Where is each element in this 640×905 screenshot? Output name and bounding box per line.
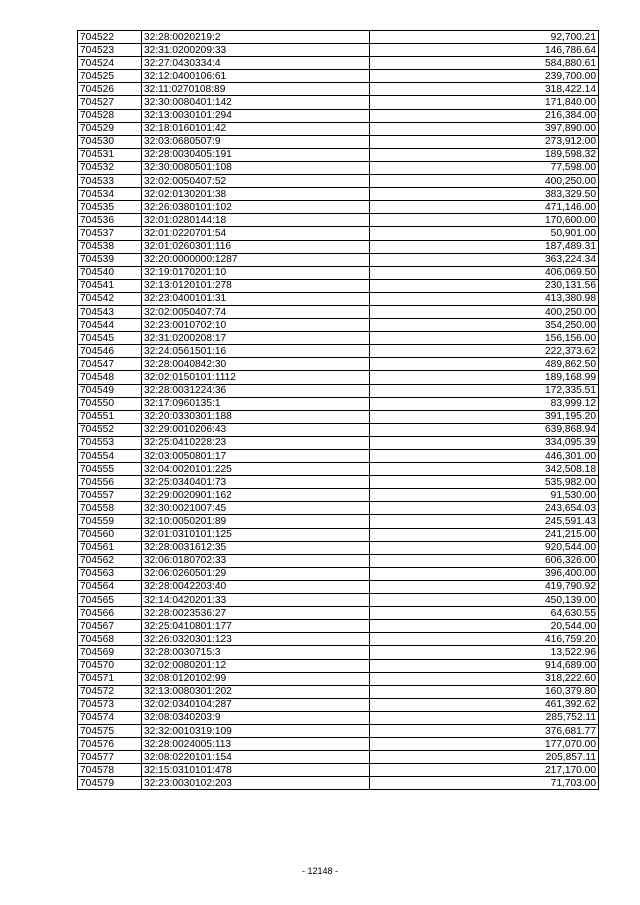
cadastral-number: 32:25:0340401:73	[142, 476, 370, 489]
cadastral-number: 32:28:0024005:113	[142, 738, 370, 751]
row-number: 704576	[78, 738, 142, 751]
cadastral-value: 71,703.00	[370, 777, 599, 790]
table-row	[78, 646, 599, 659]
table-row	[78, 777, 599, 790]
row-number: 704547	[78, 358, 142, 371]
cadastral-number: 32:29:0010206:43	[142, 423, 370, 436]
cadastral-number: 32:03:0680507:9	[142, 135, 370, 148]
cadastral-value: 489,862.50	[370, 358, 599, 371]
table-row	[78, 659, 599, 672]
row-number: 704571	[78, 672, 142, 685]
cadastral-number: 32:18:0160101:42	[142, 122, 370, 135]
table-row	[78, 109, 599, 122]
table-row	[78, 188, 599, 201]
row-number: 704543	[78, 305, 142, 318]
cadastral-value: 446,301.00	[370, 450, 599, 463]
row-number: 704551	[78, 410, 142, 423]
row-number: 704538	[78, 240, 142, 253]
cadastral-value: 64,630.55	[370, 607, 599, 620]
row-number: 704573	[78, 698, 142, 711]
cadastral-number: 32:30:0080401:142	[142, 96, 370, 109]
cadastral-number: 32:06:0260501:29	[142, 567, 370, 580]
cadastral-number: 32:03:0050801:17	[142, 450, 370, 463]
cadastral-value: 92,700.21	[370, 31, 599, 44]
table-row	[78, 580, 599, 593]
cadastral-value: 416,759.20	[370, 633, 599, 646]
cadastral-number: 32:19:0170201:10	[142, 266, 370, 279]
table-row	[78, 620, 599, 633]
cadastral-value: 171,840.00	[370, 96, 599, 109]
cadastral-number: 32:32:0010319:109	[142, 724, 370, 737]
cadastral-value: 83,999.12	[370, 397, 599, 410]
cadastral-value: 243,654.03	[370, 502, 599, 515]
cadastral-value: 413,380.98	[370, 292, 599, 305]
cadastral-number: 32:17:0960135:1	[142, 397, 370, 410]
table-row	[78, 751, 599, 764]
cadastral-value: 170,600.00	[370, 214, 599, 227]
cadastral-number: 32:28:0040842:30	[142, 358, 370, 371]
table-row	[78, 711, 599, 724]
cadastral-value: 406,069.50	[370, 266, 599, 279]
table-row	[78, 554, 599, 567]
row-number: 704564	[78, 580, 142, 593]
cadastral-number: 32:08:0340203:9	[142, 711, 370, 724]
row-number: 704574	[78, 711, 142, 724]
cadastral-value: 471,146.00	[370, 201, 599, 214]
row-number: 704531	[78, 148, 142, 161]
cadastral-value: 273,912.00	[370, 135, 599, 148]
cadastral-number: 32:26:0320301:123	[142, 633, 370, 646]
cadastral-value: 239,700.00	[370, 70, 599, 83]
cadastral-value: 172,335.51	[370, 384, 599, 397]
row-number: 704578	[78, 764, 142, 777]
table-row	[78, 358, 599, 371]
row-number: 704557	[78, 489, 142, 502]
cadastral-value-table	[77, 30, 599, 790]
row-number: 704537	[78, 227, 142, 240]
cadastral-value: 396,400.00	[370, 567, 599, 580]
table-row	[78, 384, 599, 397]
cadastral-value: 400,250.00	[370, 305, 599, 318]
cadastral-number: 32:13:0030101:294	[142, 109, 370, 122]
table-row	[78, 83, 599, 96]
row-number: 704553	[78, 436, 142, 449]
cadastral-value: 20,544.00	[370, 620, 599, 633]
cadastral-number: 32:04:0020101:225	[142, 463, 370, 476]
cadastral-number: 32:26:0380101:102	[142, 201, 370, 214]
row-number: 704522	[78, 31, 142, 44]
table-row	[78, 633, 599, 646]
cadastral-value: 639,868.94	[370, 423, 599, 436]
cadastral-value: 450,139.00	[370, 594, 599, 607]
table-row	[78, 410, 599, 423]
page-number: - 12148 -	[301, 866, 339, 876]
cadastral-number: 32:02:0130201:38	[142, 188, 370, 201]
cadastral-value: 285,752.11	[370, 711, 599, 724]
cadastral-value: 216,384.00	[370, 109, 599, 122]
cadastral-value: 584,880.61	[370, 57, 599, 70]
table-row	[78, 201, 599, 214]
cadastral-number: 32:30:0021007:45	[142, 502, 370, 515]
table-row	[78, 96, 599, 109]
row-number: 704524	[78, 57, 142, 70]
cadastral-value: 177,070.00	[370, 738, 599, 751]
row-number: 704559	[78, 515, 142, 528]
table-row	[78, 463, 599, 476]
row-number: 704545	[78, 332, 142, 345]
table-row	[78, 672, 599, 685]
cadastral-value: 156,156.00	[370, 332, 599, 345]
cadastral-number: 32:06:0180702:33	[142, 554, 370, 567]
cadastral-number: 32:31:0200209:33	[142, 44, 370, 57]
cadastral-number: 32:02:0050407:52	[142, 175, 370, 188]
table-row	[78, 345, 599, 358]
cadastral-number: 32:23:0010702:10	[142, 319, 370, 332]
cadastral-number: 32:02:0340104:287	[142, 698, 370, 711]
row-number: 704560	[78, 528, 142, 541]
cadastral-number: 32:28:0030405:191	[142, 148, 370, 161]
cadastral-value: 230,131.56	[370, 279, 599, 292]
cadastral-value: 391,195.20	[370, 410, 599, 423]
row-number: 704552	[78, 423, 142, 436]
row-number: 704555	[78, 463, 142, 476]
table-row	[78, 567, 599, 580]
row-number: 704550	[78, 397, 142, 410]
cadastral-value: 383,329.50	[370, 188, 599, 201]
row-number: 704541	[78, 279, 142, 292]
cadastral-value: 189,168.99	[370, 371, 599, 384]
row-number: 704530	[78, 135, 142, 148]
cadastral-number: 32:23:0030102:203	[142, 777, 370, 790]
cadastral-value: 146,786.64	[370, 44, 599, 57]
table-row	[78, 436, 599, 449]
cadastral-number: 32:14:0420201:33	[142, 594, 370, 607]
cadastral-number: 32:28:0020219:2	[142, 31, 370, 44]
table-row	[78, 371, 599, 384]
cadastral-value: 91,530.00	[370, 489, 599, 502]
row-number: 704544	[78, 319, 142, 332]
cadastral-value: 160,379.80	[370, 685, 599, 698]
cadastral-number: 32:12:0400106:61	[142, 70, 370, 83]
cadastral-number: 32:01:0280144:18	[142, 214, 370, 227]
cadastral-number: 32:25:0410228:23	[142, 436, 370, 449]
table-row	[78, 44, 599, 57]
cadastral-value: 363,224.34	[370, 253, 599, 266]
cadastral-value: 205,857.11	[370, 751, 599, 764]
table-row	[78, 135, 599, 148]
row-number: 704533	[78, 175, 142, 188]
cadastral-value: 245,591.43	[370, 515, 599, 528]
cadastral-number: 32:13:0080301:202	[142, 685, 370, 698]
table-row	[78, 528, 599, 541]
cadastral-number: 32:30:0080501:108	[142, 161, 370, 174]
row-number: 704542	[78, 292, 142, 305]
cadastral-number: 32:28:0023536:27	[142, 607, 370, 620]
cadastral-value: 222,373.62	[370, 345, 599, 358]
row-number: 704546	[78, 345, 142, 358]
table-row	[78, 148, 599, 161]
cadastral-number: 32:28:0030715:3	[142, 646, 370, 659]
table-row	[78, 240, 599, 253]
table-row	[78, 685, 599, 698]
table-row	[78, 764, 599, 777]
cadastral-value: 920,544.00	[370, 541, 599, 554]
cadastral-value: 354,250.00	[370, 319, 599, 332]
row-number: 704528	[78, 109, 142, 122]
table-row	[78, 175, 599, 188]
row-number: 704569	[78, 646, 142, 659]
table-row	[78, 214, 599, 227]
row-number: 704577	[78, 751, 142, 764]
table-row	[78, 332, 599, 345]
table-row	[78, 161, 599, 174]
row-number: 704561	[78, 541, 142, 554]
table-row	[78, 515, 599, 528]
row-number: 704540	[78, 266, 142, 279]
table-row	[78, 227, 599, 240]
cadastral-value: 334,095.39	[370, 436, 599, 449]
row-number: 704548	[78, 371, 142, 384]
table-row	[78, 476, 599, 489]
cadastral-value: 376,681.77	[370, 724, 599, 737]
row-number: 704566	[78, 607, 142, 620]
table-row	[78, 541, 599, 554]
cadastral-number: 32:15:0310101:478	[142, 764, 370, 777]
table-row	[78, 594, 599, 607]
cadastral-value: 914,689.00	[370, 659, 599, 672]
table-row	[78, 397, 599, 410]
cadastral-number: 32:11:0270108:89	[142, 83, 370, 96]
cadastral-number: 32:08:0120102:99	[142, 672, 370, 685]
cadastral-number: 32:31:0200208:17	[142, 332, 370, 345]
cadastral-value: 318,422.14	[370, 83, 599, 96]
table-row	[78, 698, 599, 711]
row-number: 704534	[78, 188, 142, 201]
row-number: 704554	[78, 450, 142, 463]
cadastral-value: 419,790.92	[370, 580, 599, 593]
row-number: 704549	[78, 384, 142, 397]
row-number: 704526	[78, 83, 142, 96]
cadastral-number: 32:28:0031612:35	[142, 541, 370, 554]
cadastral-value: 342,508.18	[370, 463, 599, 476]
table-row	[78, 450, 599, 463]
row-number: 704568	[78, 633, 142, 646]
cadastral-value: 606,326.00	[370, 554, 599, 567]
table-row	[78, 57, 599, 70]
row-number: 704575	[78, 724, 142, 737]
table-row	[78, 266, 599, 279]
row-number: 704525	[78, 70, 142, 83]
cadastral-value: 50,901.00	[370, 227, 599, 240]
table-row	[78, 489, 599, 502]
table-row	[78, 724, 599, 737]
table-row	[78, 292, 599, 305]
table-row	[78, 122, 599, 135]
cadastral-value: 217,170.00	[370, 764, 599, 777]
table-row	[78, 607, 599, 620]
row-number: 704558	[78, 502, 142, 515]
row-number: 704567	[78, 620, 142, 633]
cadastral-number: 32:10:0050201:89	[142, 515, 370, 528]
cadastral-value: 13,522.96	[370, 646, 599, 659]
cadastral-number: 32:02:0050407:74	[142, 305, 370, 318]
cadastral-value: 461,392.62	[370, 698, 599, 711]
row-number: 704536	[78, 214, 142, 227]
table-row	[78, 305, 599, 318]
cadastral-number: 32:27:0430334:4	[142, 57, 370, 70]
table-row	[78, 279, 599, 292]
row-number: 704535	[78, 201, 142, 214]
table-row	[78, 253, 599, 266]
cadastral-number: 32:08:0220101:154	[142, 751, 370, 764]
cadastral-number: 32:20:0000000:1287	[142, 253, 370, 266]
row-number: 704562	[78, 554, 142, 567]
cadastral-number: 32:02:0080201:12	[142, 659, 370, 672]
cadastral-number: 32:28:0031224:36	[142, 384, 370, 397]
cadastral-number: 32:24:0561501:16	[142, 345, 370, 358]
row-number: 704570	[78, 659, 142, 672]
cadastral-value: 397,890.00	[370, 122, 599, 135]
table-row	[78, 738, 599, 751]
cadastral-number: 32:25:0410801:177	[142, 620, 370, 633]
cadastral-value: 187,489.31	[370, 240, 599, 253]
cadastral-number: 32:28:0042203:40	[142, 580, 370, 593]
row-number: 704563	[78, 567, 142, 580]
table-row	[78, 70, 599, 83]
cadastral-number: 32:01:0220701:54	[142, 227, 370, 240]
cadastral-number: 32:20:0330301:188	[142, 410, 370, 423]
cadastral-number: 32:02:0150101:1112	[142, 371, 370, 384]
cadastral-value: 241,215.00	[370, 528, 599, 541]
row-number: 704527	[78, 96, 142, 109]
table-body	[78, 31, 599, 790]
row-number: 704556	[78, 476, 142, 489]
row-number: 704579	[78, 777, 142, 790]
row-number: 704532	[78, 161, 142, 174]
cadastral-number: 32:01:0310101:125	[142, 528, 370, 541]
cadastral-value: 400,250.00	[370, 175, 599, 188]
table-row	[78, 31, 599, 44]
row-number: 704523	[78, 44, 142, 57]
cadastral-value: 318,222.60	[370, 672, 599, 685]
table-row	[78, 319, 599, 332]
cadastral-value: 189,598.32	[370, 148, 599, 161]
cadastral-value: 535,982.00	[370, 476, 599, 489]
cadastral-value: 77,598.00	[370, 161, 599, 174]
cadastral-number: 32:23:0400101:31	[142, 292, 370, 305]
row-number: 704539	[78, 253, 142, 266]
row-number: 704529	[78, 122, 142, 135]
row-number: 704565	[78, 594, 142, 607]
row-number: 704572	[78, 685, 142, 698]
cadastral-number: 32:13:0120101:278	[142, 279, 370, 292]
table-row	[78, 502, 599, 515]
cadastral-number: 32:29:0020901:162	[142, 489, 370, 502]
table-row	[78, 423, 599, 436]
cadastral-number: 32:01:0260301:116	[142, 240, 370, 253]
